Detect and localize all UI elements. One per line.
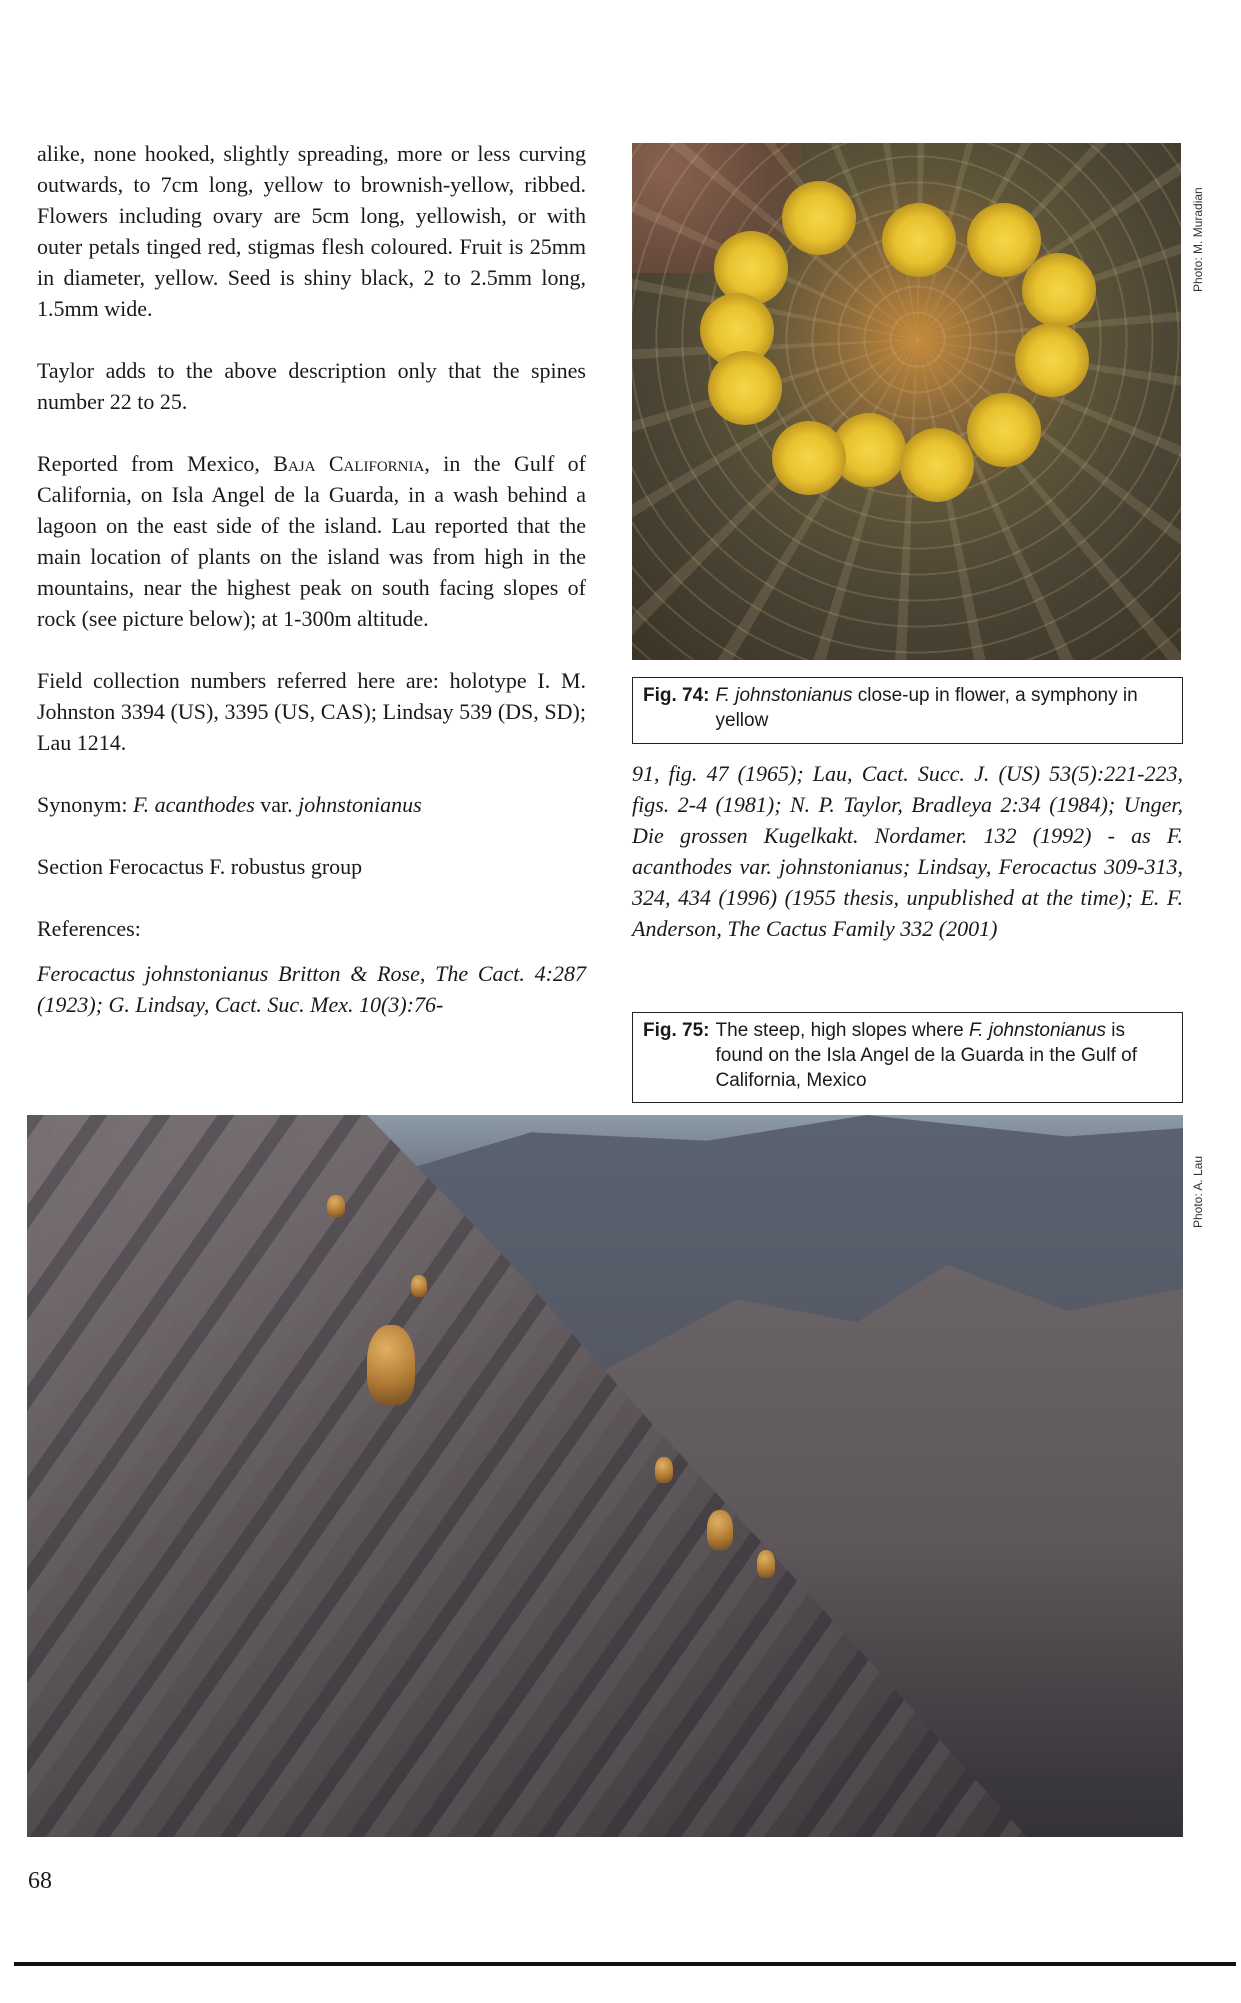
footer-rule xyxy=(14,1962,1236,1966)
figure-75-description-end: is found on the Isla Angel de la Guarda in the Gulf of California, Mexico xyxy=(715,1020,1137,1091)
synonym-label: Synonym: xyxy=(37,792,128,817)
figure-75-description-start: The steep, high slopes where xyxy=(715,1020,970,1041)
region-name: Baja California xyxy=(273,451,425,476)
figure-74-species: F. johnstonianus xyxy=(715,685,853,706)
figure-75-species: F. johnstonianus xyxy=(969,1020,1106,1041)
flower xyxy=(1015,323,1089,397)
taylor-paragraph: Taylor adds to the above description only that the spines number 22 to 25. xyxy=(37,358,586,414)
left-text-column xyxy=(37,138,586,1020)
flower xyxy=(782,181,856,255)
barrel-cactus xyxy=(411,1275,427,1297)
flower xyxy=(708,351,782,425)
distribution-text-start: Reported from Mexico, xyxy=(37,451,260,476)
figure-75-label: Fig. 75: xyxy=(643,1020,710,1041)
references-continued: 91, fig. 47 (1965); Lau, Cact. Succ. J. (US) 53(5):221-223, figs. 2-4 (1981); N. P. Taylor, Bradleya 2:34 (1984); Unger, Die grossen Kugelkakt. Nordamer. 132 (1992) - as F. acanthodes var. johnstonianus; Lindsay, Ferocactus 309-313, 324, 434 (1996) (1955 thesis, unpublished at the time); E. F. Anderson, The Cactus Family 332 (2001) xyxy=(632,761,1183,941)
description-paragraph: alike, none hooked, slightly spreading, more or less curving outwards, to 7cm long, yellow to brownish-yellow, ribbed. Flowers including ovary are 5cm long, yellowish, or with outer petals tinged red, stigmas flesh coloured. Fruit is 25mm in diameter, yellow. Seed is shiny black, 2 to 2.5mm long, 1.5mm wide. xyxy=(37,141,586,321)
photo-credit-fig75: Photo: A. Lau xyxy=(1191,1155,1205,1228)
figure-74-description: close-up in flower, a symphony in yellow xyxy=(715,685,1138,731)
flower xyxy=(900,428,974,502)
figure-75-text xyxy=(716,1018,1172,1096)
references-start: Ferocactus johnstonianus Britton & Rose, The Cact. 4:287 (1923); G. Lindsay, Cact. Suc. Mex. 10(3):76- xyxy=(37,961,586,1017)
figure-75-caption xyxy=(632,1012,1183,1103)
figure-74-caption xyxy=(632,677,1183,744)
field-numbers-paragraph: Field collection numbers referred here are: holotype I. M. Johnston 3394 (US), 3395 (US, CAS); Lindsay 539 (DS, SD); Lau 1214. xyxy=(37,668,586,755)
barrel-cactus xyxy=(327,1195,345,1217)
distribution-text-end: , in the Gulf of California, on Isla Angel de la Guarda, in a wash behind a lagoon on the east side of the island. Lau reported that the main location of plants on the island was from high in the mountains, near the highest peak on south facing slopes of rock (see picture below); at 1-300m altitude. xyxy=(37,451,586,631)
references-heading: References: xyxy=(37,916,141,941)
flower xyxy=(1022,253,1096,327)
figure-74-label: Fig. 74: xyxy=(643,685,710,706)
section-line: Section Ferocactus F. robustus group xyxy=(37,854,363,879)
barrel-cactus xyxy=(655,1457,673,1483)
barrel-cactus xyxy=(367,1325,415,1405)
flower xyxy=(882,203,956,277)
flower xyxy=(772,421,846,495)
barrel-cactus xyxy=(707,1510,733,1550)
figure-74-text xyxy=(716,683,1172,737)
page-number: 68 xyxy=(28,1868,52,1894)
synonym-var: var. xyxy=(260,792,293,817)
synonym-epithet: johnstonianus xyxy=(298,792,422,817)
synonym-genus: F. acanthodes xyxy=(132,792,255,817)
flower xyxy=(967,393,1041,467)
synonym-line xyxy=(37,789,586,820)
distribution-paragraph xyxy=(37,448,586,634)
photo-credit-fig74: Photo: M. Muradian xyxy=(1191,187,1205,292)
cactus-flower-photo xyxy=(632,143,1181,660)
barrel-cactus xyxy=(757,1550,775,1578)
mountain-slope-photo xyxy=(27,1115,1183,1837)
